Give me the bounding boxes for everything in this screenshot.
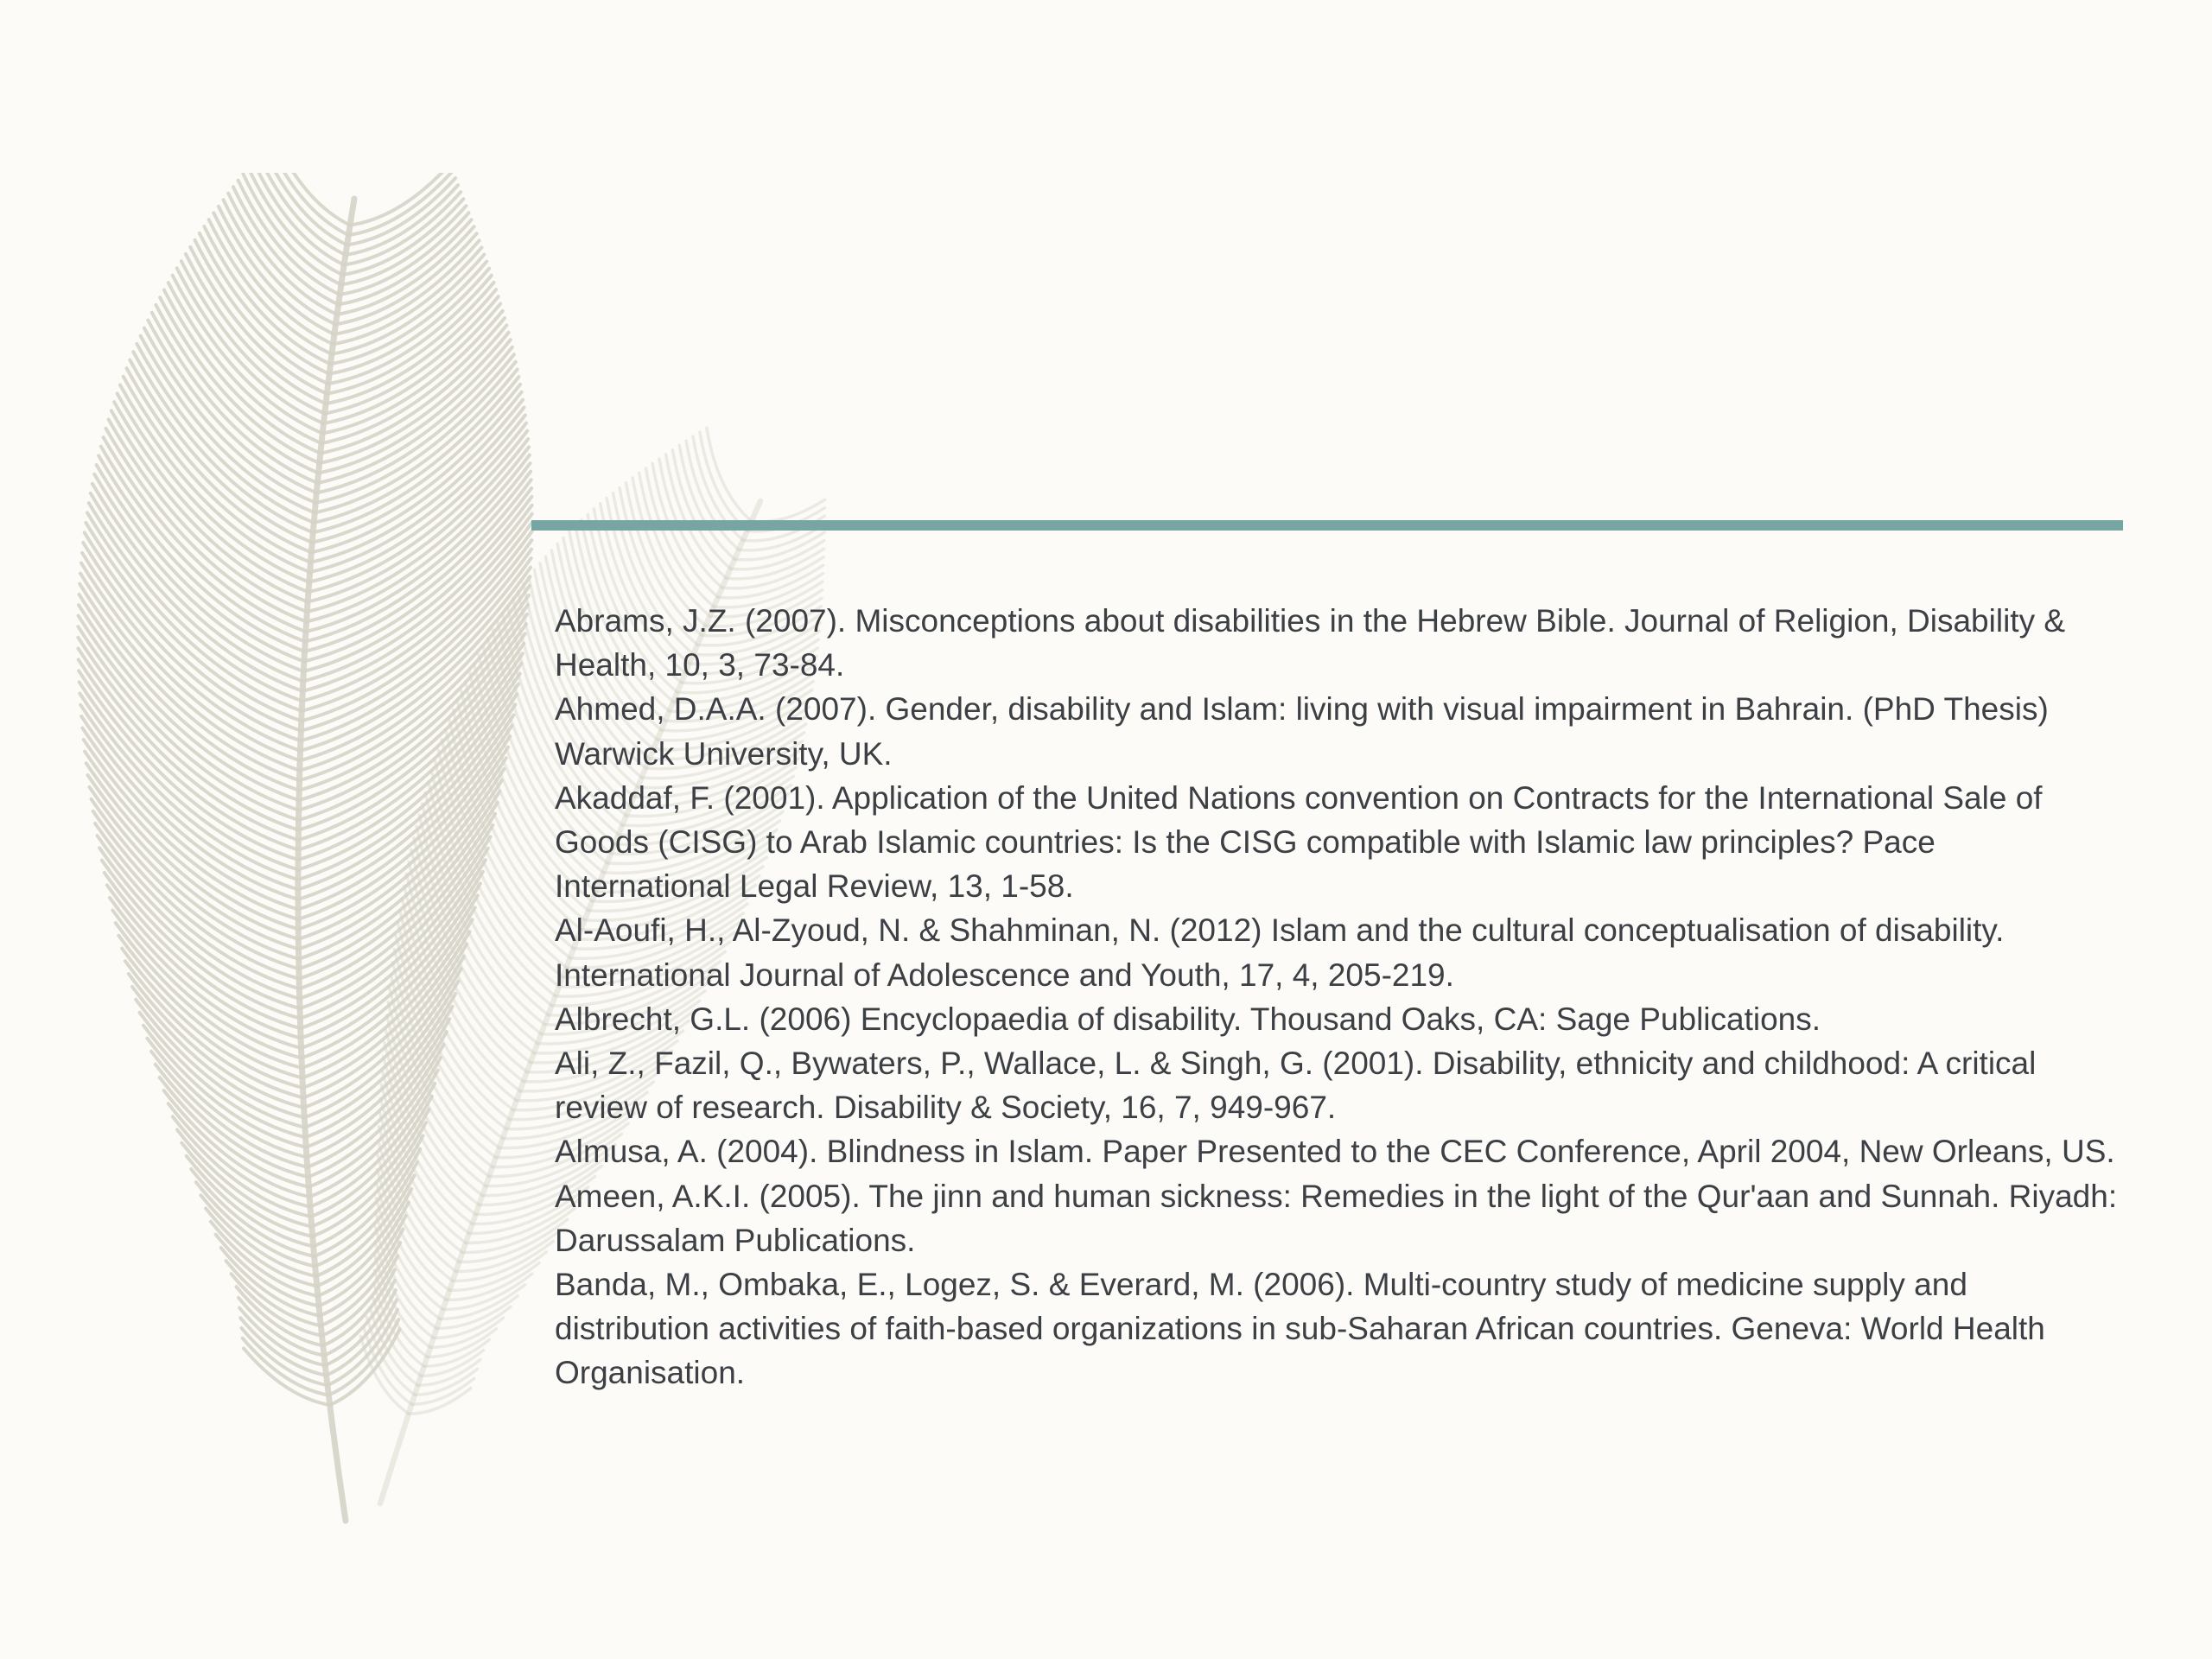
reference-entry: Ameen, A.K.I. (2005). The jinn and human sickness: Remedies in the light of the Qur'aan and Sunnah. Riyadh: Darussalam Publications. <box>555 1178 2118 1258</box>
reference-entry: Ahmed, D.A.A. (2007). Gender, disability and Islam: living with visual impairment in Bahrain. (PhD Thesis) Warwick University, UK. <box>555 691 2049 772</box>
reference-entry: Abrams, J.Z. (2007). Misconceptions about disabilities in the Hebrew Bible. Journal of Religion, Disability & Health, 10, 3, 73-84. <box>555 603 2066 683</box>
reference-entry: Al-Aoufi, H., Al-Zyoud, N. & Shahminan, N. (2012) Islam and the cultural conceptualisation of disability. International Journal of Adolescence and Youth, 17, 4, 205-219. <box>555 912 2005 993</box>
reference-entry: Almusa, A. (2004). Blindness in Islam. Paper Presented to the CEC Conference, April 2004, New Orleans, US. <box>555 1134 2115 1170</box>
reference-entry: Akaddaf, F. (2001). Application of the United Nations convention on Contracts for the International Sale of Goods (CISG) to Arab Islamic countries: Is the CISG compatible with Islamic law principles? Pace International Legal Review, 13, 1-58. <box>555 779 2043 905</box>
reference-entry: Banda, M., Ombaka, E., Logez, S. & Everard, M. (2006). Multi-country study of medicine supply and distribution activities of faith-based organizations in sub-Saharan African countries. Geneva: World Health Organisation. <box>555 1267 2045 1391</box>
reference-entry: Ali, Z., Fazil, Q., Bywaters, P., Wallace, L. & Singh, G. (2001). Disability, ethnicity and childhood: A critical review of research. Disability & Society, 16, 7, 949-967. <box>555 1046 2037 1126</box>
reference-entry: Albrecht, G.L. (2006) Encyclopaedia of disability. Thousand Oaks, CA: Sage Publications. <box>555 1001 1821 1037</box>
reference-list <box>555 599 2119 1395</box>
accent-rule <box>531 520 2123 531</box>
